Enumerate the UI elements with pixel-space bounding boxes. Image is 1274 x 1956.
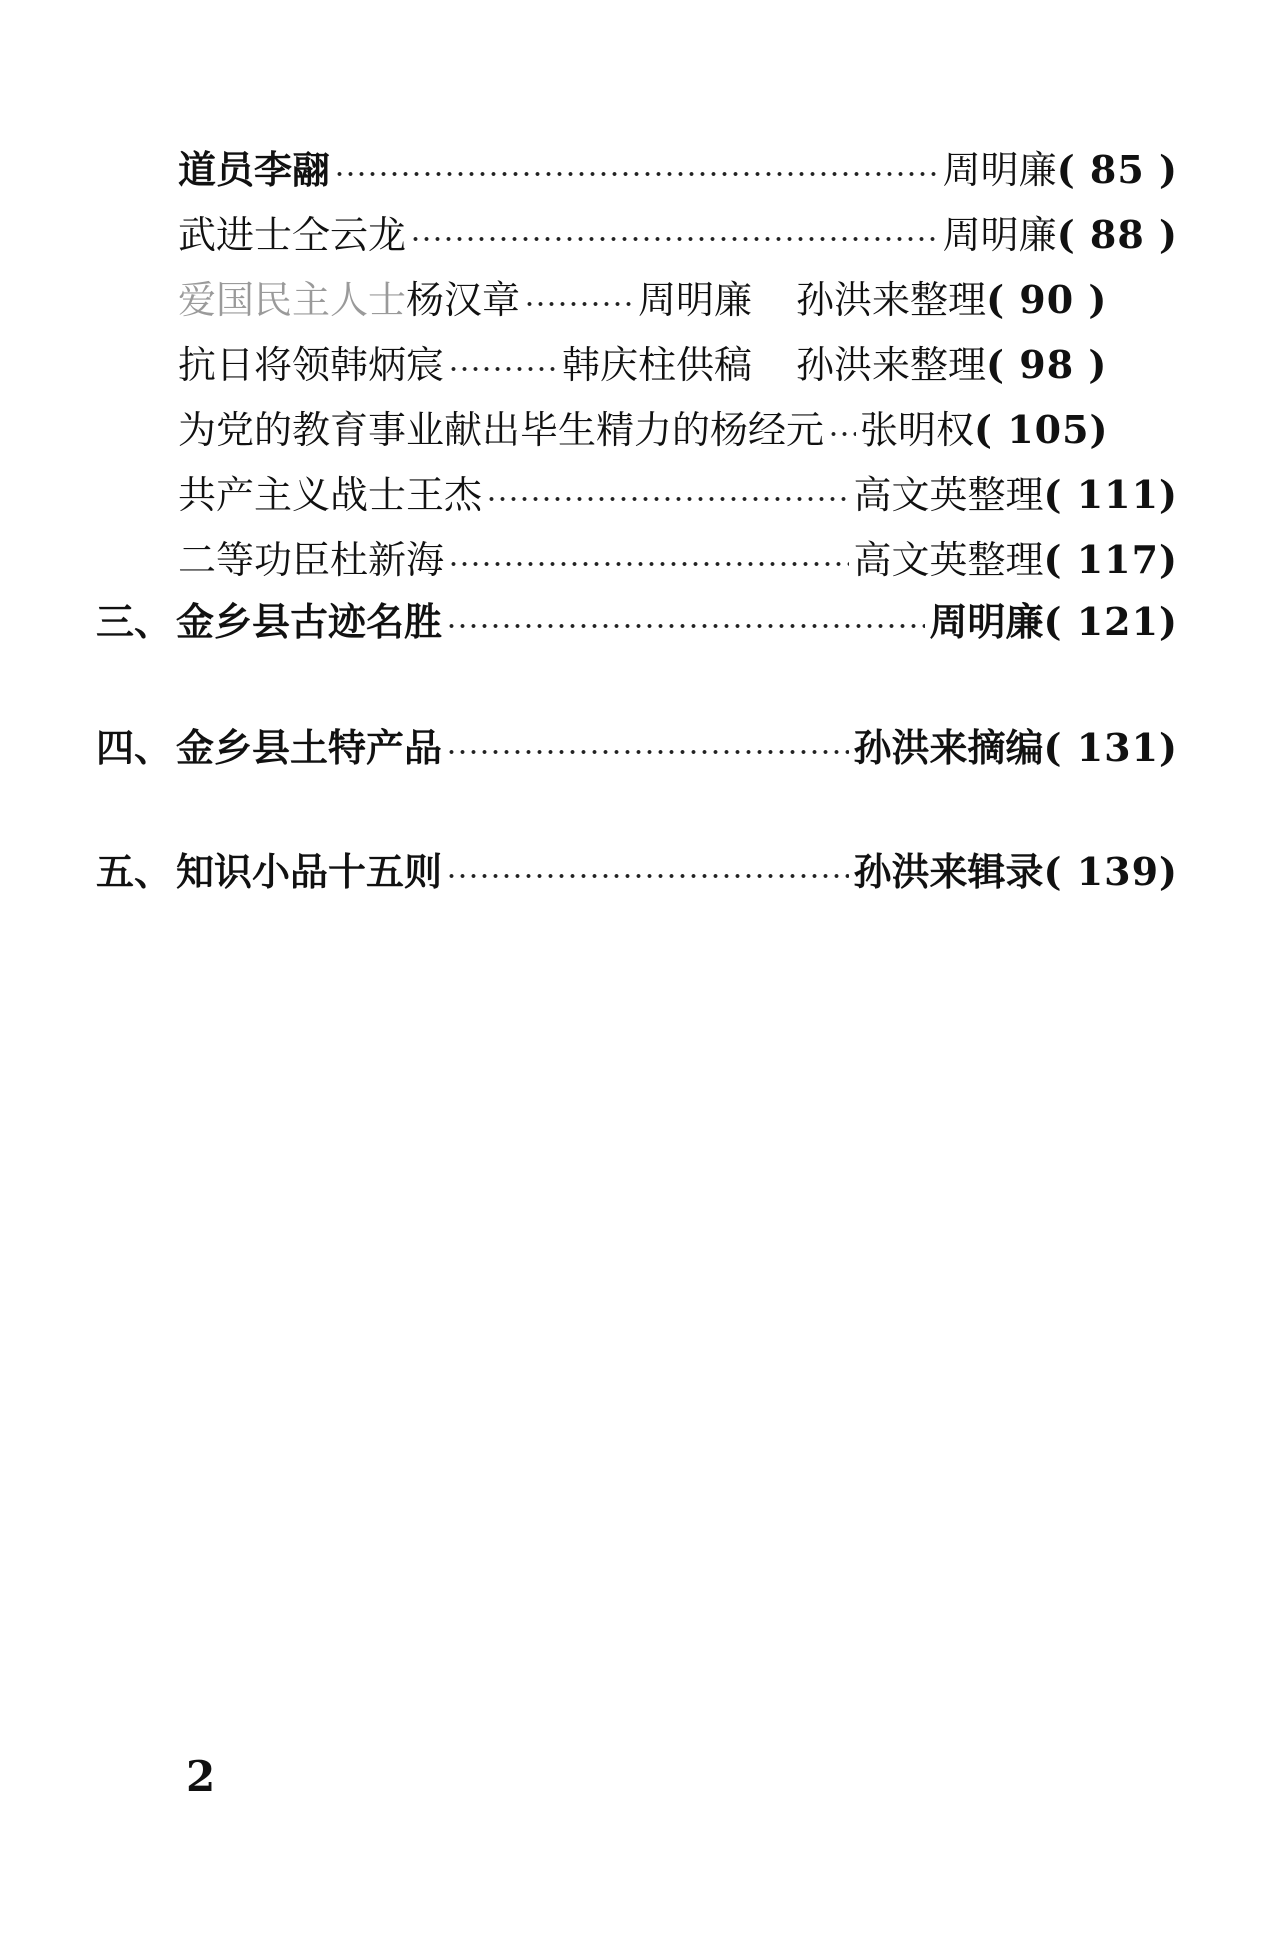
toc-section-title: 金乡县土特产品 [176, 725, 443, 770]
toc-section-author: 周明廉 [929, 599, 1044, 644]
toc-entry-author: 周明廉 [942, 213, 1057, 257]
toc-section[interactable] [96, 718, 1178, 778]
toc-entry-page: ( 105) [974, 407, 1109, 452]
toc-entry-author: 周明廉 [942, 148, 1057, 192]
toc-entry[interactable] [178, 530, 1178, 590]
toc-section-author: 孙洪来摘编 [853, 725, 1044, 770]
toc-entry-page: ( 85 ) [1056, 147, 1178, 192]
toc-entry-title: 杨汉章 [406, 278, 521, 322]
toc-section-page: ( 131) [1043, 725, 1178, 770]
dot-leader [334, 169, 939, 179]
toc-entry-page: ( 90 ) [986, 277, 1108, 322]
dot-leader [446, 621, 925, 631]
toc-entry-title: 为党的教育事业献出毕生精力的杨经元 [178, 408, 825, 452]
toc-entry-author: 张明权 [860, 408, 975, 452]
toc-entry-page: ( 88 ) [1056, 212, 1178, 257]
toc-entry-author: 高文英整理 [853, 473, 1044, 517]
dot-leader [486, 494, 849, 504]
toc-entry-title: 道员李翮 [178, 147, 331, 192]
toc-entry-title-faded: 爱国民主人士 [178, 278, 407, 322]
toc-entry-author: 高文英整理 [853, 538, 1044, 582]
dot-leader [446, 747, 849, 757]
dot-leader [828, 429, 856, 439]
toc-entry-page: ( 111) [1043, 472, 1178, 517]
toc-section[interactable] [96, 592, 1178, 652]
toc-section-number: 五、 [96, 849, 173, 894]
toc-entry[interactable] [178, 270, 1178, 330]
toc-section-number: 四、 [96, 725, 173, 770]
toc-section-page: ( 121) [1043, 599, 1178, 644]
toc-section-title: 知识小品十五则 [176, 849, 443, 894]
dot-leader [410, 234, 939, 244]
toc-entry-page: ( 98 ) [986, 342, 1108, 387]
toc-entry[interactable] [178, 205, 1178, 265]
toc-entry-editor: 孙洪来整理 [796, 343, 987, 387]
toc-entry-title: 二等功臣杜新海 [178, 538, 445, 582]
toc-entry[interactable] [178, 335, 1178, 395]
toc-entry-page: ( 117) [1043, 537, 1178, 582]
dot-leader [446, 871, 849, 881]
toc-entry-title: 抗日将领韩炳宸 [178, 343, 445, 387]
toc-entry[interactable] [178, 140, 1178, 200]
toc-entry[interactable] [178, 465, 1178, 525]
dot-leader [448, 364, 558, 374]
dot-leader [524, 299, 634, 309]
toc-section-author: 孙洪来辑录 [853, 849, 1044, 894]
toc-entry-author: 周明廉 [638, 278, 753, 322]
toc-entry-editor: 孙洪来整理 [796, 278, 987, 322]
toc-section-number: 三、 [96, 599, 173, 644]
dot-leader [448, 559, 849, 569]
toc-entry-title: 武进士仝云龙 [178, 213, 407, 257]
toc-entry-title: 共产主义战士王杰 [178, 473, 483, 517]
toc-section-title: 金乡县古迹名胜 [176, 599, 443, 644]
toc-entry-author: 韩庆柱供稿 [562, 343, 753, 387]
toc-section-page: ( 139) [1043, 849, 1178, 894]
toc-entry[interactable] [178, 400, 1178, 460]
toc-section[interactable] [96, 842, 1178, 902]
page-number: 2 [186, 1752, 216, 1801]
